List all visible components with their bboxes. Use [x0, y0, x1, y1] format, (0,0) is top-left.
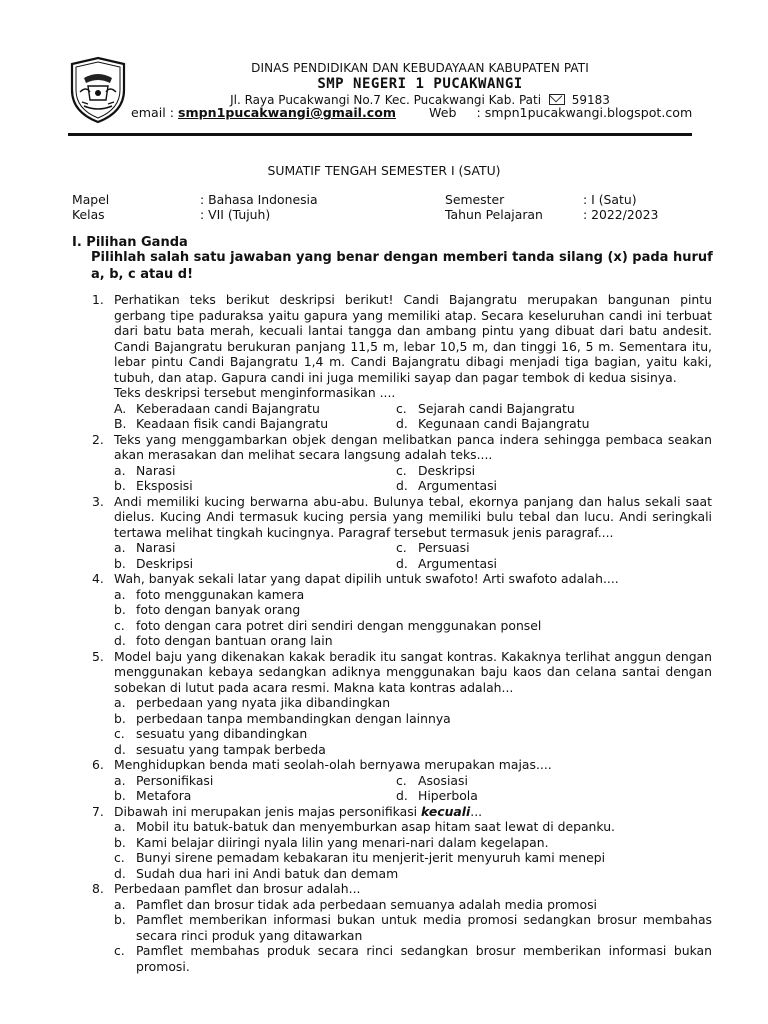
- option-letter: b.: [114, 602, 126, 617]
- option-letter: a.: [114, 586, 126, 602]
- question-6: [92, 757, 712, 804]
- question-number: 2.: [92, 431, 104, 447]
- email-label: email :: [131, 105, 174, 120]
- option-letter: c.: [114, 726, 125, 741]
- option-text: Metafora: [136, 788, 192, 803]
- question-text: Wah, banyak sekali latar yang dapat dipilih untuk swafoto! Arti swafoto adalah....: [114, 571, 619, 586]
- question-text: Teks yang menggambarkan objek dengan melibatkan panca indera sehingga pembaca seakan akan merasakan dan melihat secara langsung adalah teks....: [114, 431, 712, 462]
- question-list: [0, 292, 768, 974]
- email-link[interactable]: smpn1pucakwangi@gmail.com: [178, 105, 396, 120]
- question-text: Perhatikan teks berikut deskripsi berikut! Candi Bajangratu merupakan bangunan pintu gerbang tipe paduraksa yaitu gapura yang memiliki atap. Secara keseluruhan candi ini terbuat dari batu bata merah, kecuali lantai tangga dan ambang pintu yang dibuat dari batu andesit. Candi Bajangratu berukuran panjang 11,5 m, lebar 10,5 m, dan tinggi 16, 5 m. Sementara itu, lebar pintu Candi Bajangratu 1,4 m. Candi Bajangratu dibagi menjadi tiga bagian, yaitu kaki, tubuh, dan atap. Gapura candi ini juga memiliki sayap dan pagar tembok di kedua sisinya.: [114, 292, 712, 385]
- option-text: Eksposisi: [136, 478, 193, 493]
- question-number: 8.: [92, 881, 104, 896]
- option-letter: a.: [114, 462, 126, 478]
- option-b[interactable]: [114, 912, 712, 943]
- option-d[interactable]: [114, 866, 712, 882]
- option-a[interactable]: [114, 540, 396, 556]
- option-text: Sudah dua hari ini Andi batuk dan demam: [136, 865, 399, 881]
- options: [114, 819, 712, 881]
- option-text: Deskripsi: [136, 555, 194, 571]
- option-text: Kami belajar diiringi nyala lilin yang menari-nari dalam kegelapan.: [136, 834, 549, 850]
- option-c[interactable]: [396, 463, 676, 479]
- option-letter: d.: [114, 741, 126, 757]
- regency-emblem-icon: [66, 56, 130, 124]
- question-1: [92, 292, 712, 432]
- question-text: Perbedaan pamflet dan brosur adalah...: [114, 881, 361, 896]
- option-letter: d.: [114, 865, 126, 881]
- question-prompt: Teks deskripsi tersebut menginformasikan ....: [114, 385, 396, 400]
- question-text: Menghidupkan benda mati seolah-olah bernyawa merupakan majas....: [114, 757, 552, 772]
- option-a[interactable]: [114, 695, 712, 711]
- option-c[interactable]: [396, 540, 676, 556]
- question-text: Andi memiliki kucing berwarna abu-abu. Bulunya tebal, ekornya panjang dan halus sekali saat dielus. Kucing Andi termasuk kucing persia yang memiliki bulu tebal dan lucu. Andi seringkali tertawa melihat tingkah kucingnya. Paragraf tersebut termasuk jenis paragraf....: [114, 493, 712, 540]
- option-d[interactable]: [396, 478, 676, 494]
- options: [114, 463, 712, 494]
- option-text: foto dengan cara potret diri sendiri dengan menggunakan ponsel: [136, 617, 542, 633]
- option-letter: d.: [114, 633, 126, 648]
- option-letter: c.: [396, 772, 407, 788]
- option-text: Mobil itu batuk-batuk dan menyemburkan asap hitam saat lewat di depanku.: [136, 819, 615, 834]
- question-number: 4.: [92, 571, 104, 586]
- option-text: Persuasi: [418, 540, 470, 555]
- option-letter: b.: [114, 834, 126, 850]
- option-d[interactable]: [396, 556, 676, 572]
- option-text: Narasi: [136, 462, 176, 478]
- options: [114, 773, 712, 804]
- question-text: Model baju yang dikenakan kakak beradik itu sangat kontras. Kakaknya terlihat anggun dengan menggunakan kebaya sedangkan adiknya menggunakan baju kaos dan celana santai dengan sobekan di lutut pada acara resmi. Makna kata kontras adalah...: [114, 648, 712, 695]
- emphasis-kecuali: kecuali: [421, 803, 471, 819]
- option-letter: a.: [114, 540, 126, 555]
- option-text: Asosiasi: [418, 772, 468, 788]
- option-letter: d.: [396, 555, 408, 571]
- option-letter: d.: [396, 788, 408, 803]
- options: [114, 401, 712, 432]
- contact-line: [131, 105, 711, 120]
- option-letter: a.: [114, 896, 126, 912]
- option-b[interactable]: [114, 416, 396, 432]
- option-text: perbedaan tanpa membandingkan dengan lainnya: [136, 710, 451, 726]
- mapel-label: Mapel: [72, 192, 110, 207]
- option-letter: b.: [114, 555, 126, 571]
- option-b[interactable]: [114, 788, 396, 804]
- option-text: Keadaan fisik candi Bajangratu: [136, 416, 329, 431]
- option-letter: c.: [396, 540, 407, 555]
- option-b[interactable]: [114, 556, 396, 572]
- option-text: Pamflet dan brosur tidak ada perbedaan semuanya adalah media promosi: [136, 896, 597, 912]
- option-letter: A.: [114, 400, 127, 416]
- option-letter: b.: [114, 710, 126, 726]
- option-letter: c.: [114, 617, 125, 633]
- question-number: 5.: [92, 648, 104, 664]
- page-title: SUMATIF TENGAH SEMESTER I (SATU): [267, 163, 501, 178]
- option-b[interactable]: [114, 835, 712, 851]
- web-link[interactable]: : smpn1pucakwangi.blogspot.com: [476, 105, 693, 120]
- option-a[interactable]: [114, 587, 712, 603]
- option-letter: c.: [114, 943, 125, 958]
- agency-name: DINAS PENDIDIKAN DAN KEBUDAYAAN KABUPATEN PATI: [251, 61, 589, 75]
- question-number: 7.: [92, 803, 104, 819]
- question-7: [92, 804, 712, 882]
- question-8: [92, 881, 712, 974]
- option-a[interactable]: [114, 897, 712, 913]
- option-c[interactable]: [114, 850, 712, 866]
- option-c[interactable]: [114, 618, 712, 634]
- option-text: sesuatu yang tampak berbeda: [136, 741, 326, 757]
- option-letter: a.: [114, 695, 126, 710]
- kelas-value: : VII (Tujuh): [200, 207, 271, 222]
- question-4: [92, 571, 712, 649]
- option-text: sesuatu yang dibandingkan: [136, 726, 308, 741]
- option-c[interactable]: [396, 773, 676, 789]
- options: [114, 540, 712, 571]
- school-name: SMP NEGERI 1 PUCAKWANGI: [317, 76, 523, 92]
- option-c[interactable]: [114, 726, 712, 742]
- option-d[interactable]: [114, 742, 712, 758]
- option-text: Argumentasi: [418, 555, 497, 571]
- option-text: foto dengan bantuan orang lain: [136, 633, 333, 648]
- option-letter: B.: [114, 416, 127, 431]
- option-letter: c.: [114, 850, 125, 865]
- question-2: [92, 432, 712, 494]
- option-c[interactable]: [396, 401, 676, 417]
- option-letter: b.: [114, 478, 126, 493]
- semester-label: Semester: [445, 192, 505, 207]
- option-text: foto dengan banyak orang: [136, 602, 301, 617]
- question-number: 3.: [92, 493, 104, 509]
- option-text: perbedaan yang nyata jika dibandingkan: [136, 695, 391, 710]
- option-a[interactable]: [114, 463, 396, 479]
- option-text: Argumentasi: [418, 478, 497, 493]
- envelope-icon: [549, 94, 565, 105]
- option-letter: a.: [114, 772, 126, 788]
- option-letter: c.: [396, 400, 407, 416]
- option-letter: d.: [396, 478, 408, 493]
- option-letter: d.: [396, 416, 408, 431]
- question-number: 6.: [92, 757, 104, 772]
- option-c[interactable]: [114, 943, 712, 974]
- option-b[interactable]: [114, 478, 396, 494]
- option-a[interactable]: [114, 819, 712, 835]
- question-text-end: ...: [470, 803, 483, 819]
- option-b[interactable]: [114, 711, 712, 727]
- option-a[interactable]: [114, 773, 396, 789]
- option-text: Personifikasi: [136, 772, 214, 788]
- question-text: [114, 804, 712, 820]
- option-text: Bunyi sirene pemadam kebakaran itu menjerit-jerit menyuruh kami menepi: [136, 850, 606, 865]
- kelas-label: Kelas: [72, 207, 105, 222]
- options: [114, 897, 712, 975]
- option-letter: b.: [114, 912, 126, 927]
- mapel-value: : Bahasa Indonesia: [200, 192, 318, 207]
- option-text: foto menggunakan kamera: [136, 586, 305, 602]
- tahun-value: : 2022/2023: [583, 207, 659, 222]
- options: [114, 587, 712, 649]
- web-label: Web: [429, 105, 457, 120]
- postal-code: 59183: [571, 93, 610, 107]
- option-d[interactable]: [114, 633, 712, 649]
- option-text: Hiperbola: [418, 788, 478, 803]
- option-letter: c.: [396, 462, 407, 478]
- option-letter: a.: [114, 819, 126, 834]
- question-3: [92, 494, 712, 572]
- option-text: Narasi: [136, 540, 176, 555]
- header-divider: [68, 133, 692, 136]
- option-b[interactable]: [114, 602, 712, 618]
- question-number: 1.: [92, 292, 104, 307]
- option-text: Keberadaan candi Bajangratu: [136, 400, 320, 416]
- options: [114, 695, 712, 757]
- option-letter: b.: [114, 788, 126, 803]
- section-instruction: Pilihlah salah satu jawaban yang benar dengan memberi tanda silang (x) pada huruf a, b, c atau d!: [91, 250, 713, 282]
- letterhead: [140, 60, 700, 108]
- option-text: Pamflet memberikan informasi bukan untuk media promosi sedangkan brosur membahas secara rinci produk yang ditawarkan: [136, 912, 712, 943]
- address-text: Jl. Raya Pucakwangi No.7 Kec. Pucakwangi Kab. Pati: [230, 93, 542, 107]
- semester-value: : I (Satu): [583, 192, 637, 207]
- question-5: [92, 649, 712, 758]
- option-text: Pamflet membahas produk secara rinci sedangkan brosur memberikan informasi bukan promosi.: [136, 943, 712, 974]
- web-info: [429, 105, 692, 120]
- option-d[interactable]: [396, 788, 676, 804]
- option-d[interactable]: [396, 416, 676, 432]
- tahun-label: Tahun Pelajaran: [445, 207, 543, 222]
- option-text: Kegunaan candi Bajangratu: [418, 416, 590, 431]
- option-a[interactable]: [114, 401, 396, 417]
- question-text-start: Dibawah ini merupakan jenis majas personifikasi: [114, 803, 422, 819]
- option-text: Deskripsi: [418, 462, 476, 478]
- option-text: Sejarah candi Bajangratu: [418, 400, 575, 416]
- section-heading: I. Pilihan Ganda: [72, 235, 188, 250]
